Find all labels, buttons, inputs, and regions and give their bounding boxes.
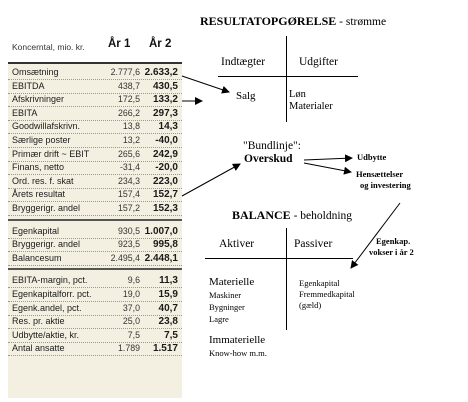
row-value-year-2: -40,0 bbox=[155, 135, 178, 146]
income-label: Indtægter bbox=[221, 56, 266, 68]
tangible-assets-label: Materielle bbox=[209, 276, 255, 288]
row-value-year-2: 1.007,0 bbox=[144, 225, 178, 237]
arrow-revenue-to-sales bbox=[182, 76, 229, 92]
bottom-line-label: "Bundlinje": bbox=[243, 140, 301, 152]
row-label: Finans, netto bbox=[12, 162, 65, 173]
row-value-year-1: 25,0 bbox=[122, 316, 140, 327]
row-value-year-1: 157,2 bbox=[117, 203, 140, 213]
income-statement-title-bold: RESULTATOPGØRELSE bbox=[200, 14, 337, 28]
tangible-item: Bygninger bbox=[209, 302, 245, 312]
balance-title-rest: - beholdning bbox=[290, 210, 353, 222]
row-label: Omsætning bbox=[12, 67, 59, 77]
row-value-year-2: 152,3 bbox=[152, 203, 178, 214]
row-value-year-1: 2.495,4 bbox=[110, 252, 140, 263]
intangible-assets-label: Immaterielle bbox=[209, 334, 266, 346]
arrow-profit-to-dividend bbox=[304, 158, 352, 160]
arrow-result-to-profit bbox=[182, 164, 240, 196]
row-label: Antal ansatte bbox=[12, 343, 65, 354]
row-value-year-2: 2.448,1 bbox=[144, 252, 178, 264]
row-value-year-2: -20,0 bbox=[155, 162, 178, 174]
provisions-label-line-2: og investering bbox=[360, 180, 411, 190]
row-value-year-2: 223,0 bbox=[152, 175, 178, 187]
sales-label: Salg bbox=[236, 90, 256, 102]
row-label: Afskrivninger bbox=[12, 94, 65, 105]
row-label: EBITA-margin, pct. bbox=[12, 275, 88, 286]
row-value-year-2: 995,8 bbox=[152, 239, 178, 251]
row-value-year-1: -31,4 bbox=[119, 162, 140, 173]
row-value-year-1: 7,5 bbox=[127, 329, 140, 340]
row-value-year-1: 13,8 bbox=[122, 121, 140, 132]
row-label: Balancesum bbox=[12, 252, 62, 263]
row-value-year-1: 157,4 bbox=[117, 189, 140, 200]
row-value-year-1: 13,2 bbox=[122, 135, 140, 145]
row-value-year-1: 923,5 bbox=[117, 239, 140, 250]
row-value-year-2: 7,5 bbox=[164, 329, 178, 341]
row-value-year-2: 152,7 bbox=[152, 189, 178, 201]
row-value-year-1: 19,0 bbox=[122, 289, 140, 299]
row-label: Særlige poster bbox=[12, 135, 71, 145]
balance-title-bold: BALANCE bbox=[232, 208, 291, 222]
row-label: Ord. res. f. skat bbox=[12, 175, 74, 186]
row-label: Årets resultat bbox=[12, 189, 66, 200]
row-value-year-2: 2.633,2 bbox=[144, 67, 178, 78]
row-label: Goodwillafskrivn. bbox=[12, 121, 81, 132]
cost-wages-label: Løn bbox=[289, 89, 306, 100]
row-label: Egenk.andel, pct. bbox=[12, 302, 82, 313]
row-label: Egenkapital bbox=[12, 225, 60, 236]
row-value-year-1: 172,5 bbox=[117, 94, 140, 105]
row-label: Bryggerigr. andel bbox=[12, 203, 81, 213]
row-value-year-2: 297,3 bbox=[152, 107, 178, 119]
column-header-year-2: År 2 bbox=[149, 38, 172, 50]
equity-note-line-1: Egenkap. bbox=[376, 236, 411, 246]
row-value-year-2: 15,9 bbox=[158, 289, 178, 300]
table-caption: Koncerntal, mio. kr. bbox=[12, 42, 85, 52]
assets-label: Aktiver bbox=[219, 238, 255, 250]
row-value-year-2: 11,3 bbox=[159, 275, 178, 287]
arrow-profit-to-provisions bbox=[304, 163, 351, 172]
row-value-year-2: 1.517 bbox=[152, 343, 178, 355]
expenses-label: Udgifter bbox=[299, 56, 338, 68]
liabilities-item: Fremmedkapital bbox=[299, 289, 355, 299]
row-value-year-1: 234,3 bbox=[117, 175, 140, 186]
liabilities-label: Passiver bbox=[294, 238, 333, 250]
row-value-year-2: 133,2 bbox=[152, 94, 178, 106]
row-value-year-1: 265,6 bbox=[117, 148, 140, 159]
row-value-year-1: 266,2 bbox=[117, 107, 140, 118]
liabilities-item: (gæld) bbox=[299, 300, 322, 310]
tangible-item: Lagre bbox=[209, 314, 229, 324]
liabilities-item: Egenkapital bbox=[299, 278, 340, 288]
row-label: Egenkapitalforr. pct. bbox=[12, 289, 92, 299]
row-label: Primær drift ~ EBIT bbox=[12, 148, 90, 159]
row-label: EBITA bbox=[12, 107, 38, 118]
row-value-year-1: 2.777,6 bbox=[110, 67, 140, 77]
profit-label: Overskud bbox=[244, 153, 293, 165]
tangible-item: Maskiner bbox=[209, 290, 242, 300]
intangible-item: Know-how m.m. bbox=[209, 348, 267, 358]
row-label: EBITDA bbox=[12, 80, 45, 91]
row-value-year-2: 14,3 bbox=[158, 121, 178, 133]
row-value-year-2: 40,7 bbox=[158, 302, 178, 314]
row-label: Udbytte/aktie, kr. bbox=[12, 329, 80, 340]
row-value-year-2: 430,5 bbox=[152, 80, 178, 92]
arrow-provisions-to-balance bbox=[351, 203, 400, 268]
row-value-year-1: 930,5 bbox=[117, 225, 140, 236]
provisions-label-line-1: Hensættelser bbox=[356, 169, 404, 179]
row-value-year-2: 242,9 bbox=[152, 148, 178, 160]
row-label: Res. pr. aktie bbox=[12, 316, 65, 327]
row-value-year-1: 438,7 bbox=[117, 80, 140, 91]
row-label: Bryggerigr. andel bbox=[12, 239, 81, 250]
income-statement-title-rest: - strømme bbox=[336, 16, 387, 28]
row-value-year-1: 9,6 bbox=[127, 275, 140, 286]
column-header-year-1: År 1 bbox=[108, 38, 131, 50]
dividend-label: Udbytte bbox=[357, 152, 387, 162]
cost-materials-label: Materialer bbox=[289, 101, 333, 112]
equity-note-line-2: vokser i år 2 bbox=[369, 247, 414, 257]
row-value-year-1: 37,0 bbox=[122, 302, 140, 313]
row-value-year-1: 1.789 bbox=[117, 343, 140, 354]
row-value-year-2: 23,8 bbox=[158, 316, 178, 328]
